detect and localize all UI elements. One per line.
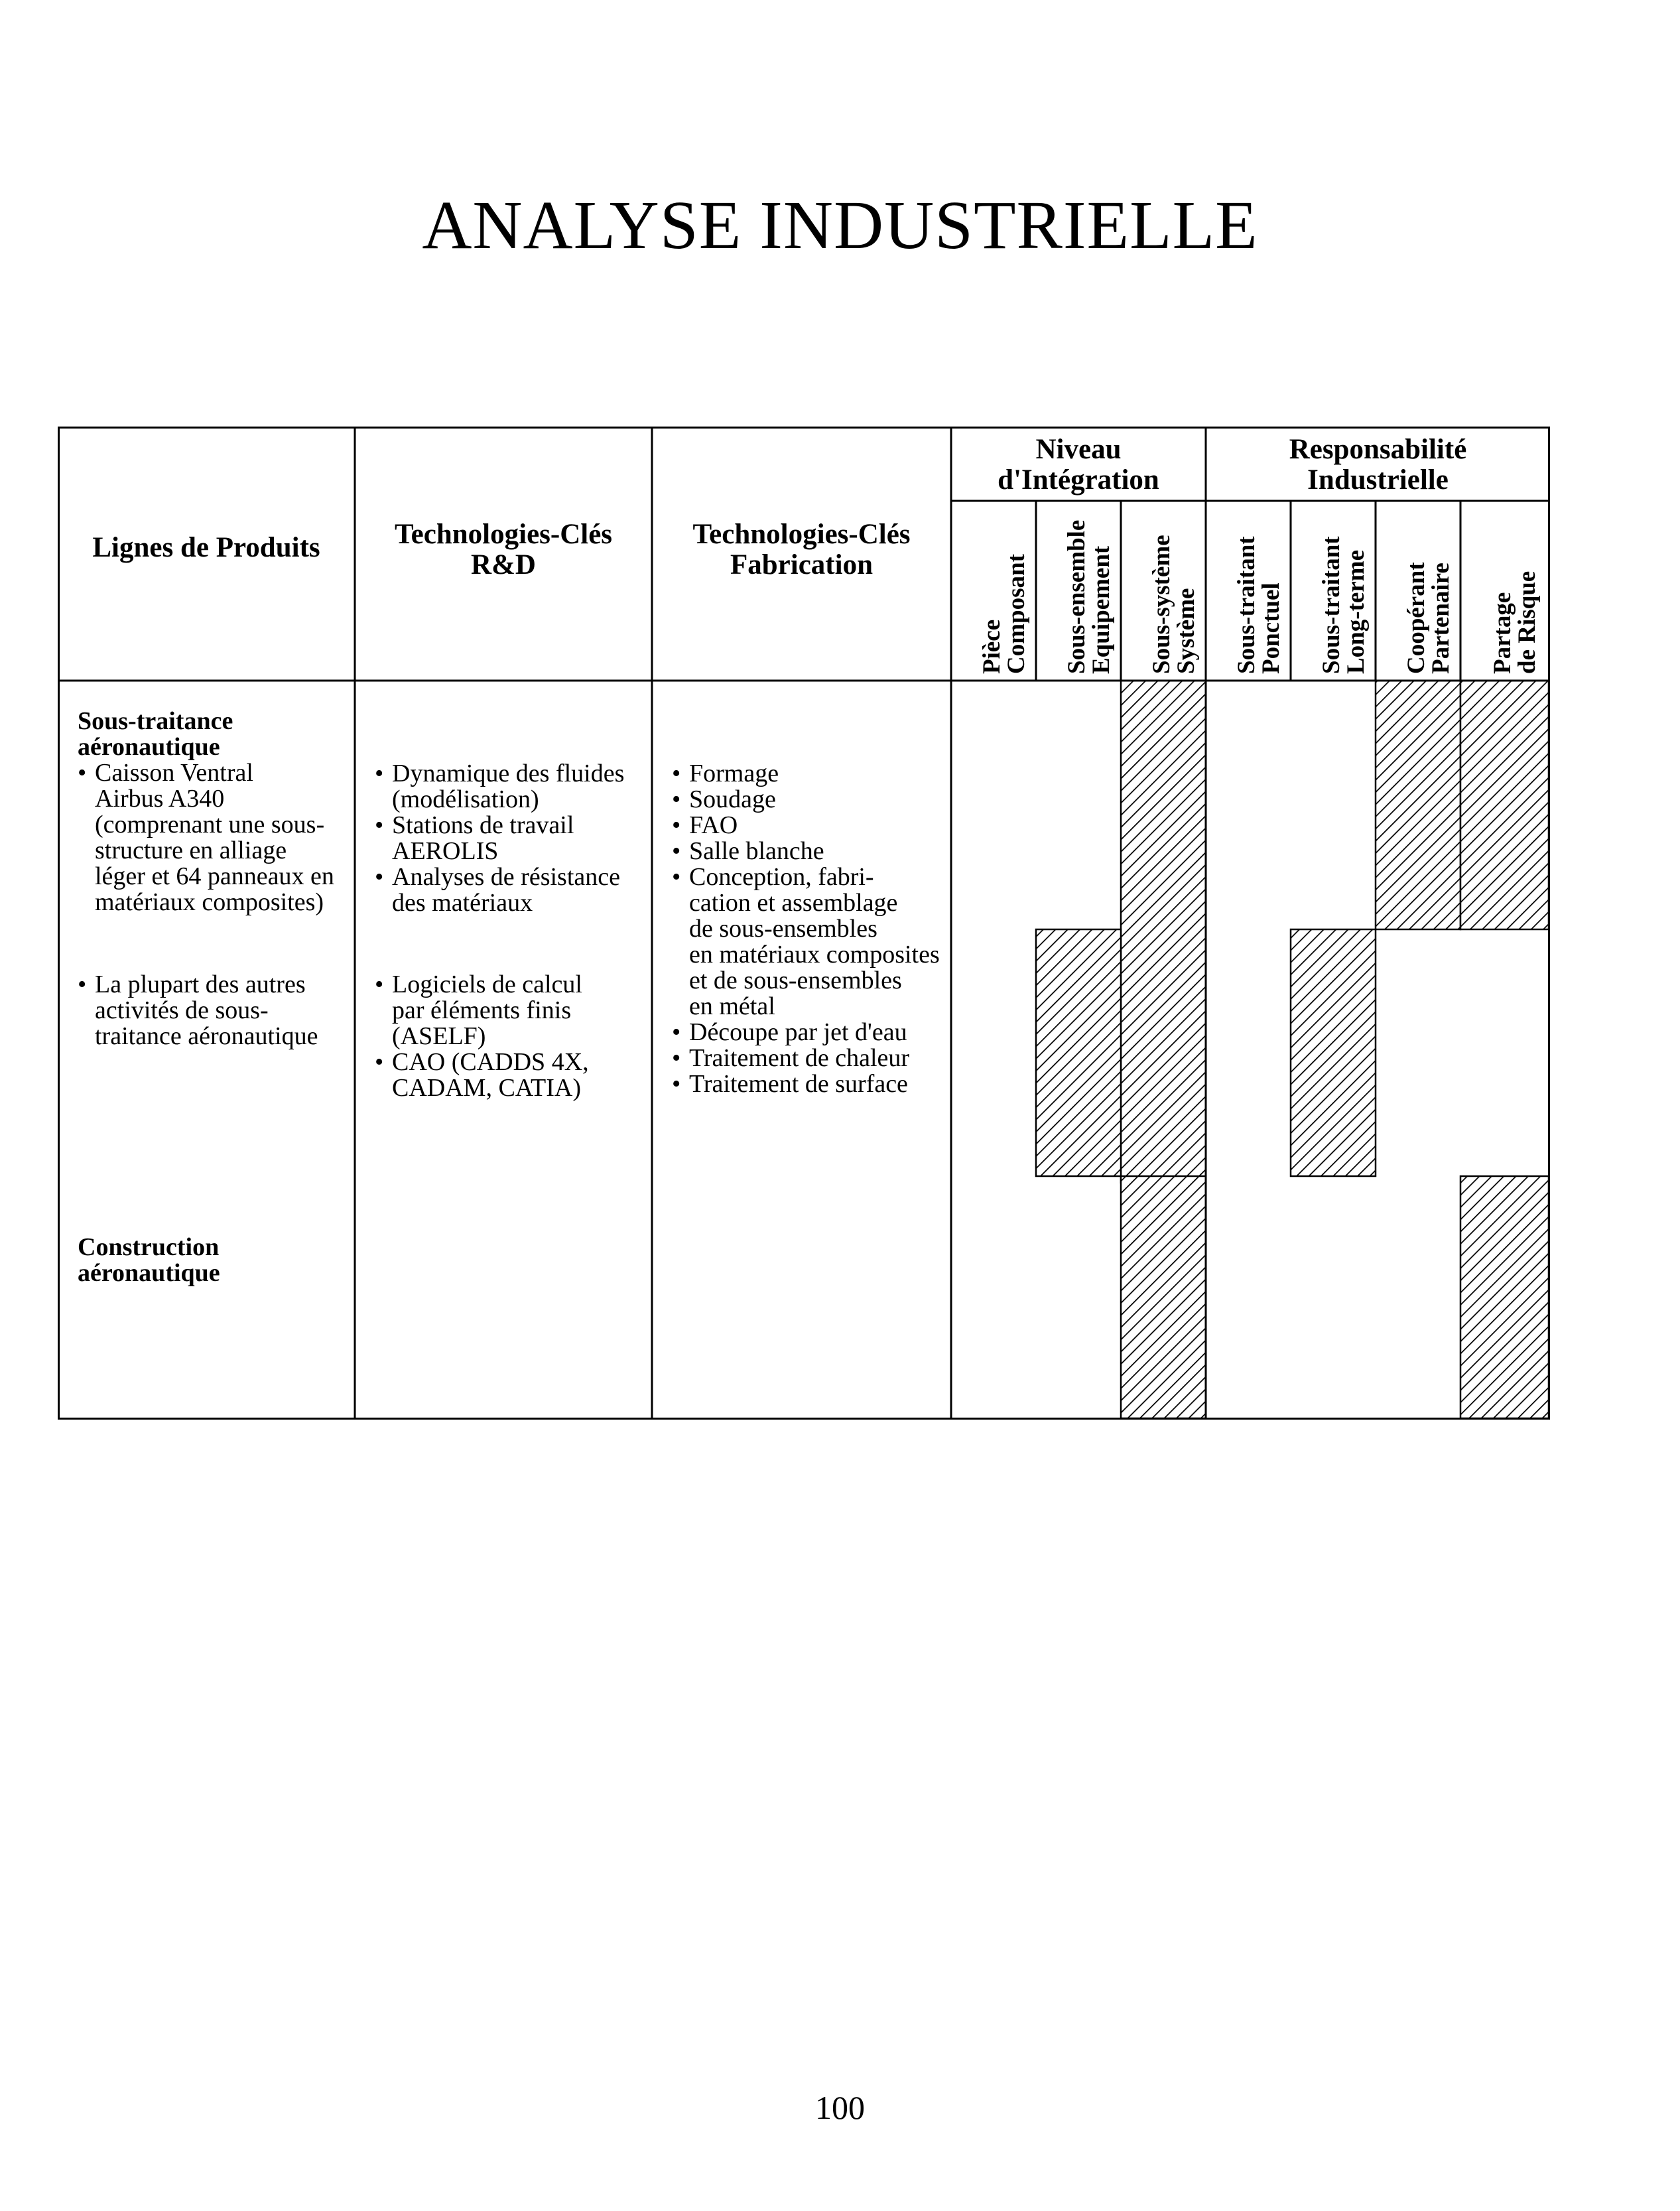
item-line: Salle blanche [689,837,824,865]
item-line: en métal [689,992,775,1020]
item-line: (ASELF) [392,1022,486,1050]
item-line: Découpe par jet d'eau [689,1018,907,1046]
industrial-analysis-matrix [58,427,1550,1420]
section-title-construction [78,1235,353,1286]
tech-fab-list [672,761,950,1097]
bullet: • [375,971,384,998]
list-item [672,761,950,787]
bullet: • [672,760,681,787]
bullet: • [375,811,384,839]
item-line: CAO (CADDS 4X, [392,1048,589,1076]
col-header-sous-systeme-systeme [1149,535,1198,674]
header-lignes-produits [58,533,355,563]
item-line: CADAM, CATIA) [392,1074,581,1102]
list-item [672,787,950,813]
header-niveau-integration [951,435,1206,496]
page-number: 100 [815,2089,865,2126]
section-title-sous-traitance [78,708,353,760]
item-line: matériaux composites) [95,888,324,916]
item-line: Traitement de surface [689,1070,908,1098]
hatch-construction-sous-systeme [1121,1176,1206,1418]
hatch-autres-sous-ensemble [1036,929,1121,1176]
col-header-line: Sous-traitant [1318,536,1345,674]
header-responsabilite-line: Responsabilité [1289,434,1467,465]
col-header-piece-composant [980,554,1029,674]
hatch-caisson-sous-systeme [1121,681,1206,1183]
bullet: • [672,785,681,813]
col-header-line: Système [1173,588,1200,674]
item-line: des matériaux [392,889,533,917]
bullet: • [78,759,87,787]
header-responsabilite-industrielle [1206,435,1550,496]
tech-rd-group-2 [375,972,652,1101]
list-item [375,972,652,1049]
col-header-partage-risque [1490,571,1539,674]
hatch-construction-partage [1460,1176,1549,1418]
list-item [672,1020,950,1045]
item-line: cation et assemblage [689,889,898,917]
section-title-line: Construction [78,1233,220,1261]
col-header-line: Composant [1003,554,1030,674]
header-tech-rd [355,519,652,580]
item-line: Caisson Ventral [95,759,253,787]
col-header-line: Ponctuel [1258,582,1285,674]
tech-rd-group-1 [375,761,652,916]
section-title-line: aéronautique [78,1259,220,1287]
section-title-line: aéronautique [78,733,220,761]
bullet: • [78,971,87,998]
col-header-line: de Risque [1514,570,1541,674]
item-line: Stations de travail [392,811,574,839]
header-tech-rd-line: R&D [471,549,536,580]
bullet: • [672,837,681,865]
bullet: • [375,760,384,787]
bullet: • [672,1044,681,1072]
item-line: Analyses de résistance [392,863,620,891]
item-line: Soudage [689,785,776,813]
list-item [375,761,652,813]
item-line: Logiciels de calcul [392,971,582,998]
bullet: • [375,1048,384,1076]
item-line: traitance aéronautique [95,1022,318,1050]
list-item [672,1071,950,1097]
item-line: AEROLIS [392,837,499,865]
item-line: de sous-ensembles [689,915,877,943]
col-header-line: Sous-traitant [1233,536,1260,674]
item-line: structure en alliage [95,837,287,864]
hatch-caisson-partage [1460,681,1549,929]
header-tech-rd-line: Technologies-Clés [394,519,613,550]
item-line: Dynamique des fluides [392,760,625,787]
header-responsabilite-line: Industrielle [1307,464,1449,496]
list-item [375,1049,652,1101]
bullet: • [375,863,384,891]
item-line: par éléments finis [392,996,572,1024]
list-item [672,864,950,1020]
hatch-autres-long-terme [1291,929,1376,1176]
bullet: • [672,1018,681,1046]
list-item [672,813,950,838]
page-title: ANALYSE INDUSTRIELLE [422,187,1258,263]
item-line: FAO [689,811,738,839]
col-header-sous-traitant-long-terme [1319,536,1368,674]
col-header-line: Partenaire [1427,563,1454,674]
col-header-sous-traitant-ponctuel [1234,536,1283,674]
hatch-caisson-cooperant [1376,681,1460,929]
col-header-line: Pièce [978,619,1005,674]
list-item-caisson-ventral [78,760,353,915]
col-header-line: Partage [1489,592,1516,674]
item-line: Formage [689,760,779,787]
list-item [375,864,652,916]
col-header-line: Sous-système [1148,535,1175,674]
item-line: et de sous-ensembles [689,967,902,994]
list-item [375,813,652,864]
header-niveau-line: d'Intégration [998,464,1159,496]
header-tech-fab [652,519,951,580]
list-item [672,1045,950,1071]
item-line: Conception, fabri- [689,863,874,891]
lignes-column [78,708,353,915]
col-header-line: Coopérant [1403,562,1430,674]
item-line: La plupart des autres [95,971,306,998]
item-line: (comprenant une sous- [95,811,325,838]
col-header-sous-ensemble-equipement [1065,520,1114,674]
list-item [672,838,950,864]
bullet: • [672,811,681,839]
item-line: activités de sous- [95,996,269,1024]
item-line: Traitement de chaleur [689,1044,910,1072]
col-header-line: Equipement [1088,545,1115,674]
item-line: léger et 64 panneaux en [95,862,334,890]
header-tech-fab-line: Fabrication [730,549,873,580]
header-lignes-text: Lignes de Produits [92,532,320,563]
list-item-autres-activites [78,972,370,1049]
item-line: Airbus A340 [95,785,225,813]
col-header-cooperant-partenaire [1404,562,1453,674]
bullet: • [672,863,681,891]
header-tech-fab-line: Technologies-Clés [692,519,911,550]
item-line: (modélisation) [392,785,539,813]
item-line: en matériaux composites [689,941,940,969]
header-niveau-line: Niveau [1035,434,1122,465]
bullet: • [672,1070,681,1098]
col-header-line: Sous-ensemble [1063,519,1090,674]
section-title-line: Sous-traitance [78,707,233,735]
col-header-line: Long-terme [1342,550,1370,674]
